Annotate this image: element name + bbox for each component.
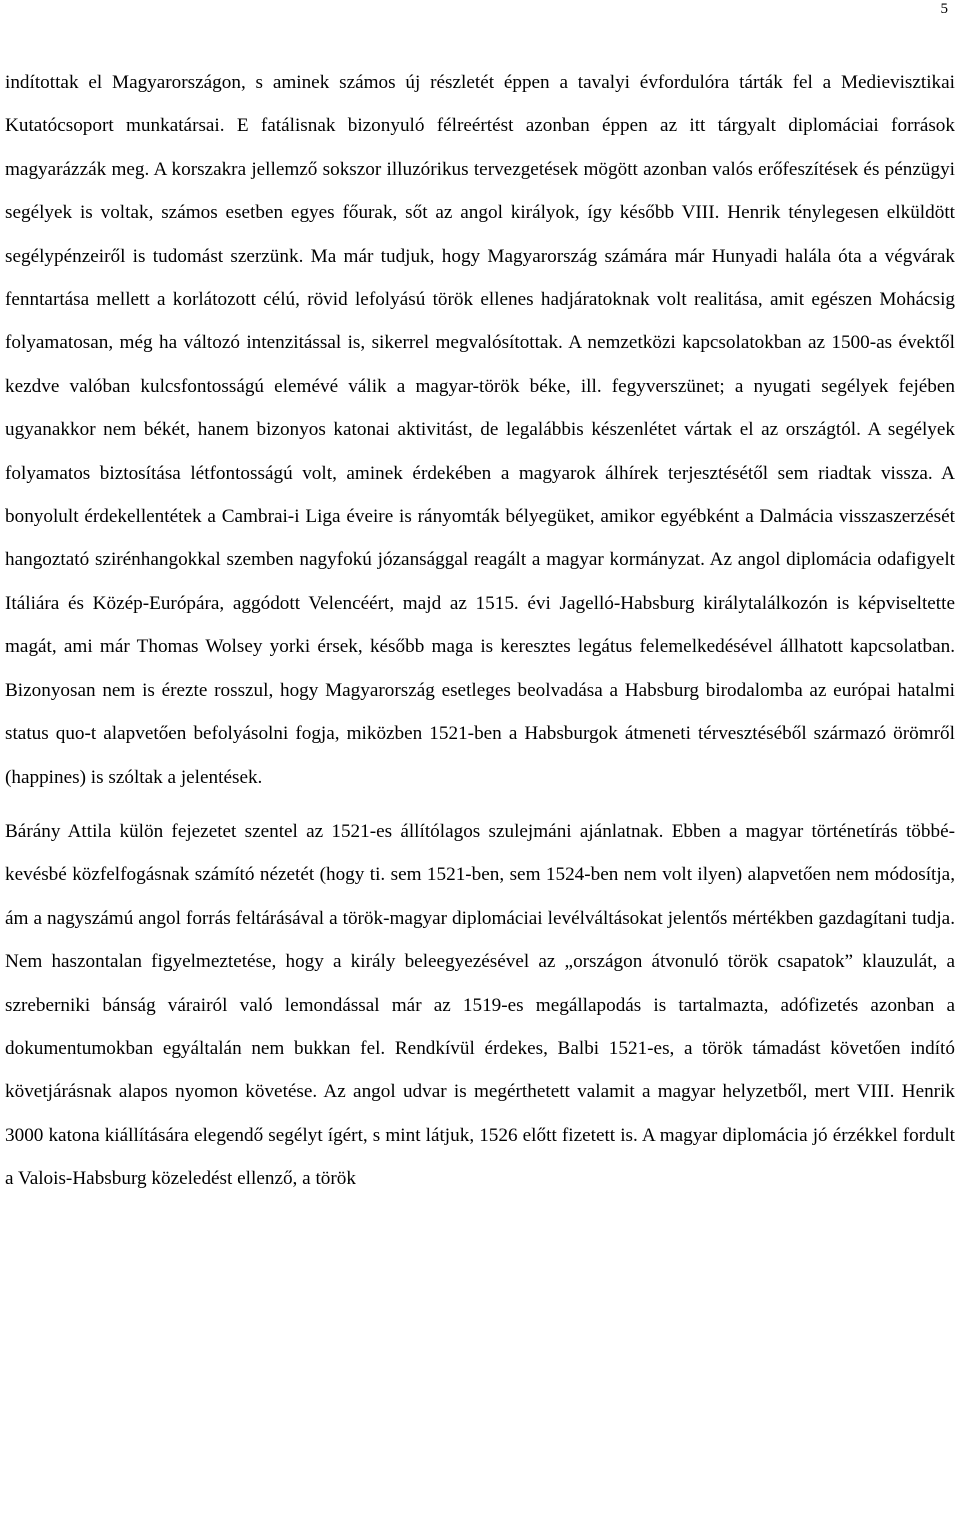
document-body	[5, 61, 960, 1201]
paragraph-2: Bárány Attila külön fejezetet szentel az 1521-es állítólagos szulejmáni ajánlatnak. Ebben a magyar történetírás többé-kevésbé közfelfogásnak számító nézetét (hogy ti. sem 1521-ben, sem 1524-ben nem volt ilyen) alapvetően nem módosítja, ám a nagyszámú angol forrás feltárásával a török-magyar diplomáciai levélváltásokat jelentős mértékben gazdagítani tudja. Nem haszontalan figyelmeztetése, hogy a király beleegyezésével az „országon átvonuló török csapatok” klauzulát, a szreberniki bánság várairól való lemondással már az 1519-es megállapodás is tartalmazta, adófizetés azonban a dokumentumokban egyáltalán nem bukkan fel. Rendkívül érdekes, Balbi 1521-es, a török támadást követően indító követjárásnak alapos nyomon követése. Az angol udvar is megérthetett valamit a magyar helyzetből, mert VIII. Henrik 3000 katona kiállítására elegendő segélyt ígért, s mint látjuk, 1526 előtt fizetett is. A magyar diplomácia jó érzékkel fordult a Valois-Habsburg közeledést ellenző, a török	[5, 820, 960, 1190]
page-number: 5	[940, 1, 948, 17]
paragraph-1: indítottak el Magyarországon, s aminek számos új részletét éppen a tavalyi évfordulóra tárták fel a Medievisztikai Kutatócsoport munkatársai. E fatálisnak bizonyuló félreértést azonban éppen az itt tárgyalt diplomáciai források magyarázzák meg. A korszakra jellemző sokszor illuzórikus tervezgetések mögött azonban valós erőfeszítések és pénzügyi segélyek is voltak, számos esetben egyes főurak, sőt az angol királyok, így később VIII. Henrik ténylegesen elküldött segélypénzeiről is tudomást szerzünk. Ma már tudjuk, hogy Magyarország számára már Hunyadi halála óta a végvárak fenntartása mellett a korlátozott célú, rövid lefolyású török ellenes hadjáratoknak volt realitása, amit egészen Mohácsig folyamatosan, még ha változó intenzitással is, sikerrel megvalósítottak. A nemzetközi kapcsolatokban az 1500-as évektől kezdve valóban kulcsfontosságú elemévé válik a magyar-török béke, ill. fegyverszünet; a nyugati segélyek fejében ugyanakkor nem békét, hanem bizonyos katonai aktivitást, de legalábbis készenlétet vártak el az országtól. A segélyek folyamatos biztosítása létfontosságú volt, aminek érdekében a magyarok álhírek terjesztésétől sem riadtak vissza. A bonyolult érdekellentétek a Cambrai-i Liga éveire is rányomták bélyegüket, amikor egyébként a Dalmácia visszaszerzését hangoztató szirénhangokkal szemben nagyfokú józansággal reagált a magyar kormányzat. Az angol diplomácia odafigyelt Itáliára és Közép-Európára, aggódott Velencéért, majd az 1515. évi Jagelló-Habsburg királytalálkozón is képviseltette magát, ami már Thomas Wolsey yorki érsek, később maga is keresztes legátus felemelkedésével állhatott kapcsolatban. Bizonyosan nem is érezte rosszul, hogy Magyarország esetleges beolvadása a Habsburg birodalomba az európai hatalmi status quo-t alapvetően befolyásolni fogja, miközben 1521-ben a Habsburgok átmeneti térvesztéséből származó örömről (happines) is szóltak a jelentések.	[5, 72, 960, 788]
